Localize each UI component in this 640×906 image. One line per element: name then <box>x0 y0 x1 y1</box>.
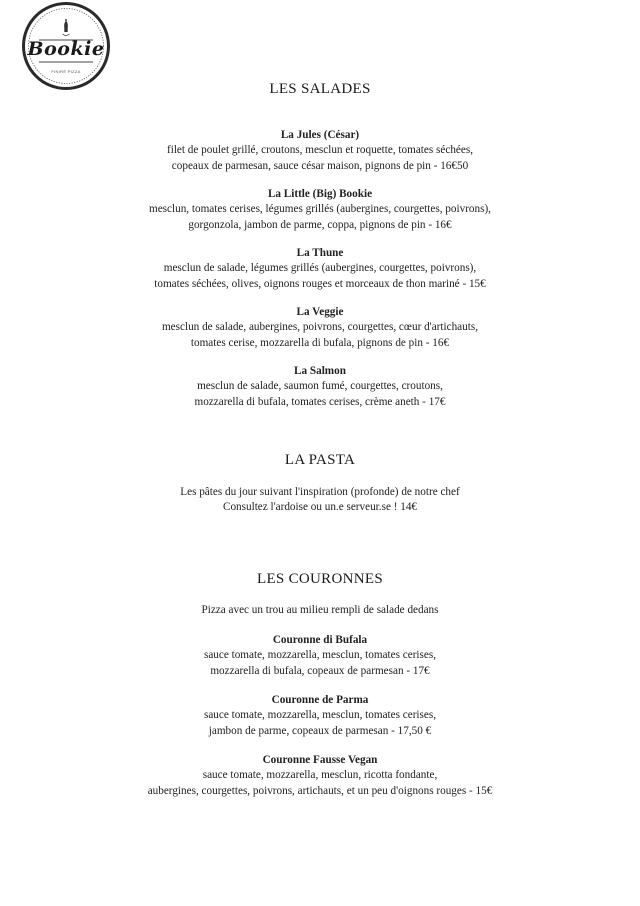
bookie-logo <box>20 0 112 92</box>
item-description-line: mozzarella di bufala, copeaux de parmesan - 17€ <box>210 664 430 677</box>
item-description-line: copeaux de parmesan, sauce césar maison, pignons de pin - 16€50 <box>171 159 469 172</box>
item-name: La Thune <box>296 247 344 259</box>
menu-item-la-thune <box>0 246 640 292</box>
item-description-line: tomates cerise, mozzarella di bufala, pignons de pin - 16€ <box>190 336 450 349</box>
menu-item-la-salmon <box>0 364 640 410</box>
logo-name: Bookie <box>27 38 105 60</box>
item-description-line: jambon de parme, copeaux de parmesan - 17,50 € <box>208 724 432 737</box>
logo-tagline: FINIRÉ PIZZA <box>51 69 81 74</box>
item-description-line: sauce tomate, mozzarella, mesclun, tomates cerises, <box>203 709 437 722</box>
pasta-intro-line: Les pâtes du jour suivant l'inspiration (profonde) de notre chef <box>180 486 460 498</box>
menu-item-la-little-big-bookie <box>0 187 640 233</box>
item-description-line: sauce tomate, mozzarella, mesclun, tomates cerises, <box>203 649 437 662</box>
item-description-line: mesclun de salade, légumes grillés (aubergines, courgettes, poivrons), <box>163 262 477 275</box>
menu-item-couronne-di-bufala <box>0 633 640 679</box>
menu-item-couronne-fausse-vegan <box>0 753 640 799</box>
item-name: Couronne Fausse Vegan <box>262 754 378 766</box>
item-description-line: gorgonzola, jambon de parme, coppa, pignons de pin - 16€ <box>188 218 452 231</box>
item-name: Couronne di Bufala <box>272 634 368 646</box>
item-description-line: sauce tomate, mozzarella, mesclun, ricotta fondante, <box>202 769 438 782</box>
section-title-pasta: LA PASTA <box>284 452 356 468</box>
item-description-line: mesclun de salade, aubergines, poivrons, courgettes, cœur d'artichauts, <box>161 321 478 334</box>
item-description-line: mesclun de salade, saumon fumé, courgettes, croutons, <box>197 380 443 393</box>
couronnes-intro-line: Pizza avec un trou au milieu rempli de salade dedans <box>201 604 439 616</box>
item-name: La Veggie <box>296 306 344 318</box>
section-title-couronnes: LES COURONNES <box>257 571 383 587</box>
item-description-line: filet de poulet grillé, croutons, mesclun et roquette, tomates séchées, <box>166 144 473 157</box>
item-name: La Salmon <box>294 365 346 377</box>
pasta-description <box>0 485 640 516</box>
item-name: Couronne de Parma <box>271 694 369 706</box>
item-name: La Jules (César) <box>280 129 360 141</box>
section-title-salades: LES SALADES <box>269 81 371 97</box>
item-description-line: aubergines, courgettes, poivrons, artichauts, et un peu d'oignons rouges - 15€ <box>147 784 493 797</box>
pasta-intro-line: Consultez l'ardoise ou un.e serveur.se ! 14€ <box>222 501 418 514</box>
menu-item-couronne-de-parma <box>0 693 640 739</box>
item-name: La Little (Big) Bookie <box>267 188 373 200</box>
item-description-line: mozzarella di bufala, tomates cerises, crème aneth - 17€ <box>194 395 446 408</box>
item-description-line: tomates séchées, olives, oignons rouges et morceaux de thon mariné - 15€ <box>154 277 486 290</box>
menu-item-la-veggie <box>0 305 640 351</box>
couronnes-intro <box>0 603 640 618</box>
menu-item-la-jules <box>0 128 640 174</box>
item-description-line: mesclun, tomates cerises, légumes grillés (aubergines, courgettes, poivrons), <box>149 203 491 216</box>
